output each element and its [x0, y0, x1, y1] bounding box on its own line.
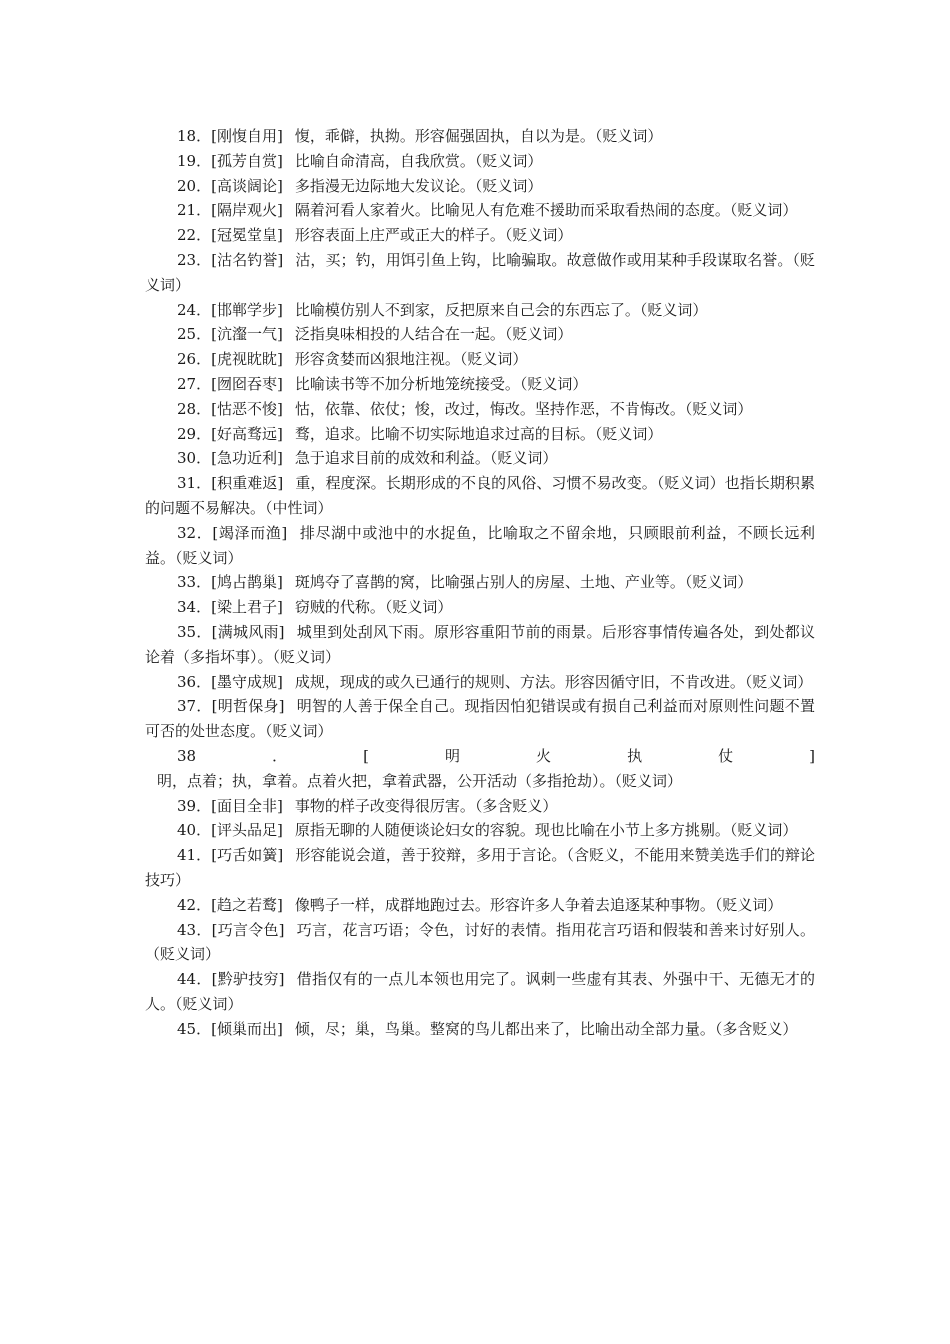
idiom-entry — [145, 620, 815, 670]
entry-number: 31． — [177, 474, 212, 493]
entry-number: 42． — [177, 895, 212, 914]
entry-number: 38． — [177, 746, 364, 765]
idiom-term: [明火执仗] — [363, 746, 815, 765]
idiom-term: [冠冕堂皇] — [211, 226, 283, 245]
idiom-definition: 明智的人善于保全自己。现指因怕犯错误或有损自己利益而对原则性问题不置可否的处世态度。（贬义词） — [145, 697, 815, 741]
idiom-definition: 像鸭子一样，成群地跑过去。形容许多人争着去追逐某种事物。（贬义词） — [294, 895, 783, 914]
entry-number: 45． — [177, 1019, 212, 1038]
idiom-entry — [145, 149, 815, 174]
idiom-definition: 隔着河看人家着火。比喻见人有危难不援助而采取看热闹的态度。（贬义词） — [294, 201, 798, 220]
idiom-entry — [145, 521, 815, 571]
idiom-definition: 明，点着；执，拿着。点着火把，拿着武器，公开活动（多指抢劫）。（贬义词） — [157, 771, 683, 790]
idiom-definition: 重，程度深。长期形成的不良的风俗、习惯不易改变。（贬义词）也指长期积累的问题不易解决。（中性词） — [145, 474, 815, 517]
idiom-definition: 怙，依靠、依仗；悛，改过，悔改。坚持作恶，不肯悔改。（贬义词） — [294, 399, 753, 418]
idiom-definition: 骛，追求。比喻不切实际地追求过高的目标。（贬义词） — [294, 424, 663, 443]
idiom-definition: 愎，乖僻，执拗。形容倔强固执，自以为是。（贬义词） — [294, 127, 663, 145]
idiom-definition: 形容贪婪而凶狠地注视。（贬义词） — [294, 350, 528, 369]
idiom-term: [积重难返] — [211, 474, 284, 493]
entry-number: 25． — [177, 325, 212, 344]
idiom-term: [囫囵吞枣] — [211, 374, 283, 393]
idiom-term: [评头品足] — [211, 821, 283, 840]
entry-number: 22． — [177, 226, 212, 245]
idiom-definition: 多指漫无边际地大发议论。（贬义词） — [294, 176, 543, 195]
idiom-definition: 原指无聊的人随便谈论妇女的容貌。现也比喻在小节上多方挑剔。（贬义词） — [294, 821, 798, 840]
idiom-term: [隔岸观火] — [211, 201, 283, 220]
idiom-definition: 斑鸠夺了喜鹊的窝，比喻强占别人的房屋、土地、产业等。（贬义词） — [294, 573, 753, 592]
idiom-term: [面目全非] — [211, 796, 283, 815]
idiom-definition: 窃贼的代称。（贬义词） — [294, 598, 453, 617]
idiom-term: [高谈阔论] — [211, 176, 283, 195]
entry-number: 33． — [177, 573, 212, 592]
idiom-entry — [145, 322, 815, 347]
idiom-term: [孤芳自赏] — [211, 151, 283, 170]
idiom-term: [趋之若鹜] — [211, 895, 283, 914]
idiom-term: [邯郸学步] — [211, 300, 283, 319]
entry-number: 44． — [177, 970, 212, 989]
idiom-entry — [145, 198, 815, 223]
idiom-definition: 形容表面上庄严或正大的样子。（贬义词） — [294, 226, 573, 245]
entry-number: 37． — [177, 697, 212, 716]
idiom-definition: 比喻自命清高，自我欣赏。（贬义词） — [294, 151, 543, 170]
idiom-entry — [145, 818, 815, 843]
idiom-definition: 排尽湖中或池中的水捉鱼，比喻取之不留余地，只顾眼前利益，不顾长远利益。（贬义词） — [145, 523, 815, 567]
idiom-entry — [145, 124, 815, 149]
idiom-entry — [145, 694, 815, 744]
idiom-term: [沽名钓誉] — [211, 250, 284, 269]
idiom-term: [梁上君子] — [211, 598, 283, 617]
entry-number: 36． — [177, 672, 212, 691]
idiom-term: [竭泽而渔] — [212, 523, 288, 542]
idiom-term: [倾巢而出] — [211, 1019, 283, 1038]
idiom-term: [虎视眈眈] — [211, 350, 283, 369]
entry-number: 26． — [177, 350, 212, 369]
idiom-entry — [145, 223, 815, 248]
idiom-entry — [145, 397, 815, 422]
idiom-term: [急功近利] — [211, 449, 283, 468]
idiom-term: [黔驴技穷] — [211, 970, 285, 989]
idiom-entry — [145, 670, 815, 695]
idiom-definition: 借指仅有的一点儿本领也用完了。讽刺一些虚有其表、外强中干、无德无才的人。（贬义词） — [145, 970, 815, 1013]
idiom-term: [好高骛远] — [211, 424, 283, 443]
entry-number: 27． — [177, 374, 212, 393]
idiom-definition: 巧言，花言巧语；令色，讨好的表情。指用花言巧语和假装和善来讨好别人。（贬义词） — [145, 920, 815, 964]
idiom-definition: 比喻读书等不加分析地笼统接受。（贬义词） — [294, 374, 588, 393]
entry-number: 20． — [177, 176, 212, 195]
entry-number: 29． — [177, 424, 212, 443]
idiom-entry — [145, 794, 815, 819]
idiom-entry — [145, 347, 815, 372]
idiom-entry — [145, 893, 815, 918]
idiom-term: [墨守成规] — [211, 672, 283, 691]
entry-number: 24． — [177, 300, 212, 319]
idiom-term: [刚愎自用] — [211, 127, 283, 145]
entry-number: 35． — [177, 622, 212, 641]
idiom-definition: 事物的样子改变得很厉害。（多含贬义） — [294, 796, 558, 815]
idiom-entry — [145, 174, 815, 199]
idiom-entry — [145, 570, 815, 595]
entry-number: 41． — [177, 846, 212, 865]
idiom-term: [鸠占鹊巢] — [211, 573, 283, 592]
entry-number: 39． — [177, 796, 212, 815]
entry-number: 21． — [177, 201, 212, 220]
entry-number: 19． — [177, 151, 212, 170]
idiom-entry — [145, 422, 815, 447]
idiom-entry — [145, 471, 815, 521]
idiom-entry — [145, 918, 815, 968]
idiom-term: [巧舌如簧] — [211, 846, 284, 865]
document-page — [145, 124, 815, 1041]
idiom-entry — [145, 1017, 815, 1042]
entry-number: 32． — [177, 523, 213, 542]
idiom-definition: 城里到处刮风下雨。原形容重阳节前的雨景。后形容事情传遍各处，到处都议论着（多指坏事）。（贬义词） — [145, 622, 815, 666]
entry-number: 23． — [177, 250, 212, 269]
idiom-definition: 泛指臭味相投的人结合在一起。（贬义词） — [294, 325, 573, 344]
idiom-entry — [145, 843, 815, 893]
idiom-definition: 形容能说会道，善于狡辩，多用于言论。（含贬义，不能用来赞美选手们的辩论技巧） — [145, 846, 815, 889]
idiom-term: [明哲保身] — [211, 697, 285, 716]
entry-number: 34． — [177, 598, 212, 617]
entry-number: 30． — [177, 449, 212, 468]
entry-number: 43． — [177, 920, 212, 939]
entry-number: 40． — [177, 821, 212, 840]
idiom-term: [满城风雨] — [211, 622, 285, 641]
idiom-entry — [145, 372, 815, 397]
idiom-term: [巧言令色] — [211, 920, 285, 939]
idiom-entry — [145, 446, 815, 471]
idiom-definition: 沽，买；钓，用饵引鱼上钩，比喻骗取。故意做作或用某种手段谋取名誉。（贬义词） — [145, 250, 815, 294]
idiom-definition: 急于追求目前的成效和利益。（贬义词） — [294, 449, 558, 468]
idiom-definition: 倾，尽；巢，鸟巢。整窝的鸟儿都出来了，比喻出动全部力量。（多含贬义） — [294, 1019, 798, 1038]
entry-number: 18． — [177, 127, 212, 145]
entry-number: 28． — [177, 399, 212, 418]
idiom-definition: 成规，现成的或久已通行的规则、方法。形容因循守旧，不肯改进。（贬义词） — [294, 672, 813, 691]
idiom-term: [怙恶不悛] — [211, 399, 283, 418]
idiom-definition: 比喻模仿别人不到家，反把原来自己会的东西忘了。（贬义词） — [294, 300, 708, 319]
idiom-entry — [145, 967, 815, 1017]
idiom-entry — [145, 248, 815, 298]
idiom-term: [沆瀣一气] — [211, 325, 283, 344]
idiom-entry — [145, 298, 815, 323]
idiom-entry — [145, 744, 815, 794]
idiom-entry — [145, 595, 815, 620]
